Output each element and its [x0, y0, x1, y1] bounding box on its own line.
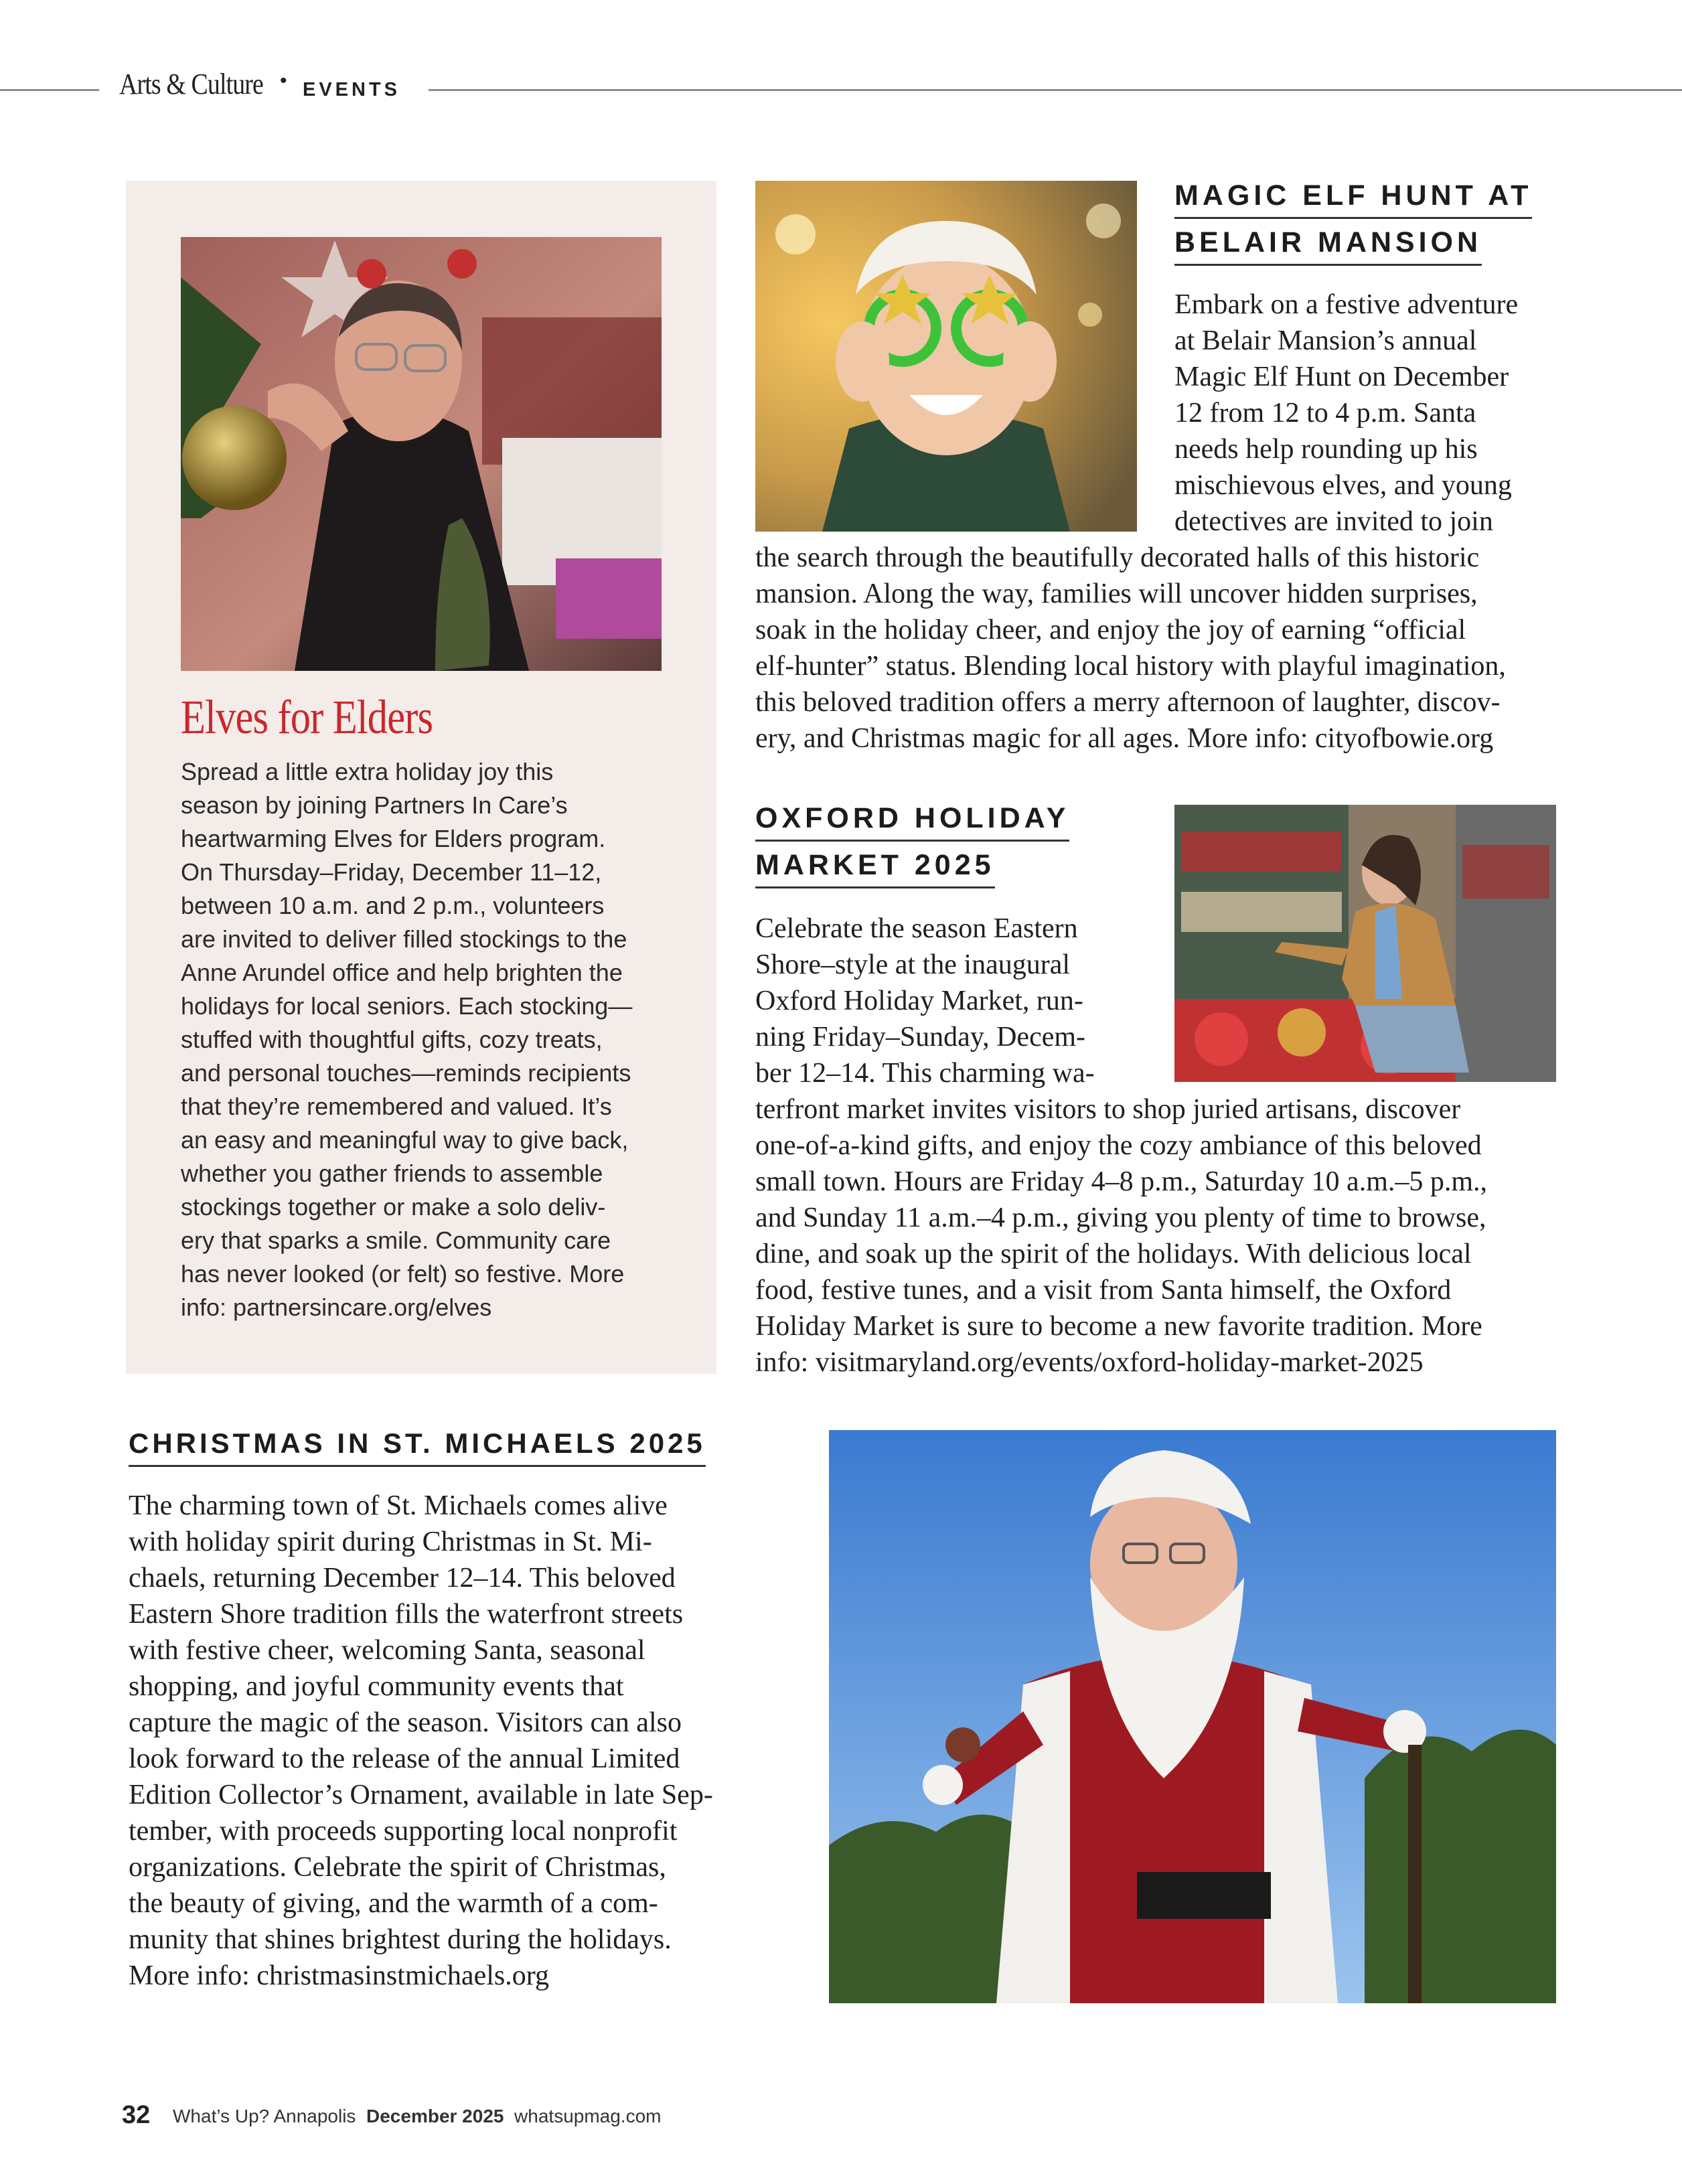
- elf-hunt-body: Embark on a festive adventure at Belair Mansion’s annual Magic Elf Hunt on December 12 from 12 to 4 p.m. Santa needs help rounding up his mischievous elves, and young detectives are invited to join: [1174, 289, 1519, 537]
- woman-holiday-market-photo: [1174, 805, 1556, 1082]
- publication-name: What’s Up? Annapolis: [173, 2106, 356, 2126]
- website-link[interactable]: whatsupmag.com: [514, 2106, 662, 2126]
- oxford-body: Celebrate the season Eastern Shore–style at the inaugural Oxford Holiday Market, run- ning Friday–Sunday, Decem- ber 12–14. This charming wa-: [755, 913, 1095, 1089]
- section-title: Arts & Culture: [119, 68, 263, 100]
- page-number: 32: [122, 2101, 151, 2129]
- st-michaels-body: The charming town of St. Michaels comes alive with holiday spirit during Christmas in St. Mi- chaels, returning December 12–14. This beloved Eastern Shore tradition fills the waterfront streets with festive cheer, welcoming Santa, seasonal shopping, and joyful community events that capture the magic of the season. Visitors can also look forward to the release of the annual Limited Edition Collector’s Ornament, available in late Sep- tember, with proceeds supporting local nonprofit organizations. Celebrate the spirit of Christmas, the beauty of giving, and the warmth of a com- munity that shines brightest during the holidays. More info: christmasinstmichaels.org: [129, 1490, 713, 1991]
- header-rule-right: [429, 89, 1682, 91]
- santa-claus-photo: [829, 1430, 1556, 2003]
- elf-hunt-heading-line1: MAGIC ELF HUNT AT: [1174, 179, 1532, 219]
- oxford-heading-line1: OXFORD HOLIDAY: [755, 802, 1069, 842]
- oxford-heading-line2: MARKET 2025: [755, 849, 995, 888]
- section-category: EVENTS: [303, 79, 401, 100]
- issue-date: December 2025: [366, 2106, 504, 2126]
- header-rule-left: [0, 89, 99, 91]
- elves-for-elders-body: Spread a little extra holiday joy this season by joining Partners In Care’s heartwarming Elves for Elders program. On Thursday–Friday, December 11–12, between 10 a.m. and 2 p.m., volunteers are invited to deliver filled stockings to the Anne Arundel office and help brighten the holidays for local seniors. Each stocking— stuffed with thoughtful gifts, cozy treats, and personal touches—reminds recipients that they’re remembered and valued. It’s an easy and meaningful way to give back, whether you gather friends to assemble stockings together or make a solo deliv- ery that sparks a smile. Community care has never looked (or felt) so festive. More info: partnersincare.org/elves: [181, 758, 633, 1321]
- header-separator: •: [280, 70, 287, 92]
- elf-hunt-heading-line2: BELAIR MANSION: [1174, 226, 1482, 266]
- child-elf-glasses-photo: [755, 181, 1137, 532]
- elves-for-elders-title: Elves for Elders: [181, 690, 433, 744]
- elderly-woman-ornament-photo: [181, 237, 662, 671]
- elf-hunt-body-wide: the search through the beautifully decorated halls of this historic mansion. Along the way, families will uncover hidden surprises, soak in the holiday cheer, and enjoy the joy of earning “official elf-hunter” status. Blending local history with playful imagination, this beloved tradition offers a merry afternoon of laughter, discov- ery, and Christmas magic for all ages. More info: cityofbowie.org: [755, 542, 1506, 754]
- st-michaels-heading: CHRISTMAS IN ST. MICHAELS 2025: [129, 1427, 706, 1467]
- footer-publication: [173, 2106, 661, 2127]
- oxford-body-wide: terfront market invites visitors to shop juried artisans, discover one-of-a-kind gifts, and enjoy the cozy ambiance of this beloved small town. Hours are Friday 4–8 p.m., Saturday 10 a.m.–5 p.m., and Sunday 11 a.m.–4 p.m., giving you plenty of time to browse, dine, and soak up the spirit of the holidays. With delicious local food, festive tunes, and a visit from Santa himself, the Oxford Holiday Market is sure to become a new favorite tradition. More info: visitmaryland.org/events/oxford-holiday-market-2025: [755, 1094, 1488, 1378]
